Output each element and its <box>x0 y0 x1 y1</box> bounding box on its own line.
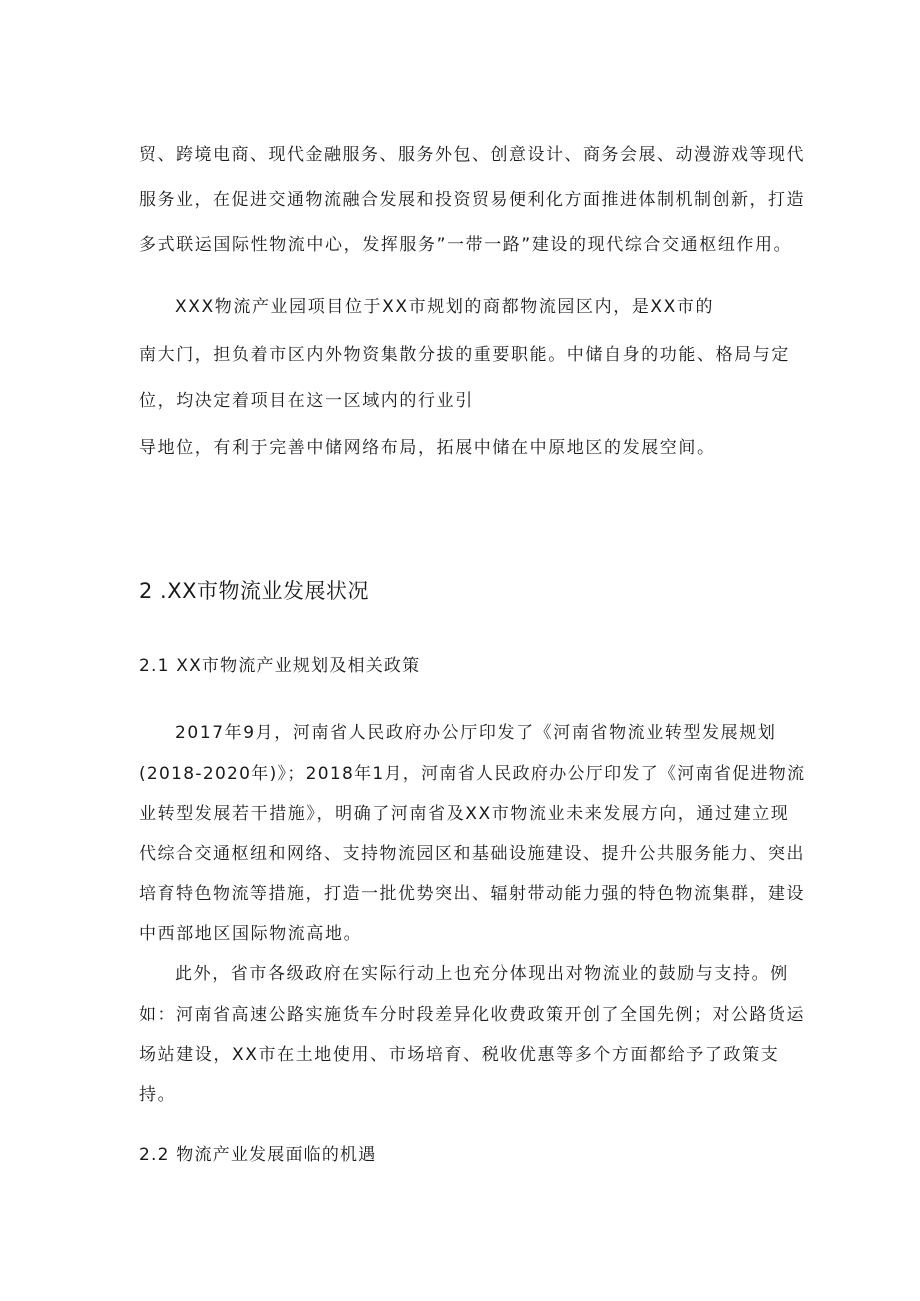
paragraph-line: 导地位，有利于完善中储网络布局，拓展中储在中原地区的发展空间。 <box>139 438 716 458</box>
paragraph-line: 南大门，担负着市区内外物资集散分拔的重要职能。中储自身的功能、格局与定 <box>139 345 790 365</box>
paragraph-line: 持。 <box>139 1085 177 1105</box>
paragraph-line: 多式联运国际性物流中心，发挥服务”一带一路”建设的现代综合交通枢纽作用。 <box>139 235 793 255</box>
paragraph-line: 此外，省市各级政府在实际行动上也充分体现出对物流业的鼓励与支持。例 <box>175 964 789 984</box>
subsection-heading: 2.2 物流产业发展面临的机遇 <box>139 1145 377 1165</box>
paragraph-line: 贸、跨境电商、现代金融服务、服务外包、创意设计、商务会展、动漫游戏等现代 <box>139 145 805 165</box>
paragraph-line: 代综合交通枢纽和网络、支持物流园区和基础设施建设、提升公共服务能力、突出 <box>139 844 805 864</box>
paragraph-line: 2017年9月，河南省人民政府办公厅印发了《河南省物流业转型发展规划 <box>175 723 777 743</box>
paragraph-line: (2018-2020年)》；2018年1月，河南省人民政府办公厅印发了《河南省促进物流 <box>139 764 806 784</box>
paragraph-line: 位，均决定着项目在这一区域内的行业引 <box>139 391 474 411</box>
paragraph-line: XXX物流产业园项目位于XX市规划的商都物流园区内，是XX市的 <box>175 297 715 317</box>
subsection-heading: 2.1 XX市物流产业规划及相关政策 <box>139 656 421 676</box>
paragraph-line: 培育特色物流等措施，打造一批优势突出、辐射带动能力强的特色物流集群，建设 <box>139 884 805 904</box>
section-heading: 2 .XX市物流业发展状况 <box>139 579 369 603</box>
paragraph-line: 服务业，在促进交通物流融合发展和投资贸易便利化方面推进体制机制创新，打造 <box>139 190 805 210</box>
paragraph-line: 场站建设，XX市在土地使用、市场培育、税收优惠等多个方面都给予了政策支 <box>139 1045 780 1065</box>
paragraph-line: 业转型发展若干措施》，明确了河南省及XX市物流业未来发展方向，通过建立现 <box>139 804 790 824</box>
paragraph-line: 中西部地区国际物流高地。 <box>139 924 363 944</box>
paragraph-line: 如：河南省高速公路实施货车分时段差异化收费政策开创了全国先例；对公路货运 <box>139 1005 805 1025</box>
